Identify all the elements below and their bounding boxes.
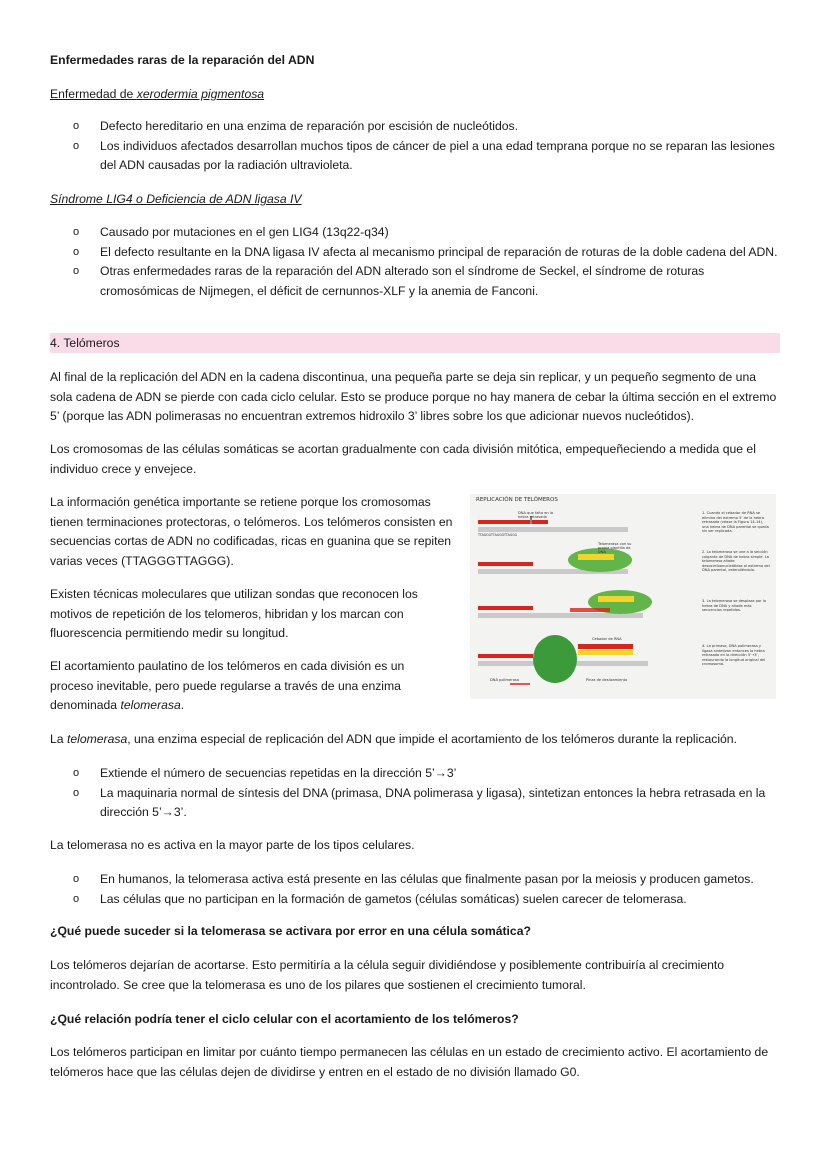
paragraph: Los telómeros participan en limitar por cuánto tiempo permanecen las células en un estado de crecimiento activo. El acortamiento de telómeros hace que las células dejen de dividirse y entren en el estado de no división llamado G0.: [50, 1045, 769, 1079]
telomere-replication-figure: [470, 494, 776, 699]
figure-note: 2. La telomerasa se une a la sección colgante de DNA de hebra simple. La telomerasa añade desoxirribonucleótidos al extremo del DNA parental, extendiéndolo.: [702, 550, 770, 573]
question-heading: ¿Qué relación podría tener el ciclo celular con el acortamiento de los telómeros?: [50, 1012, 519, 1026]
figure-label: Cebador de RNA: [592, 637, 622, 641]
paragraph: [50, 730, 780, 750]
para6-text: , una enzima especial de replicación del ADN que impide el acortamiento de los telómeros durante la replicación.: [127, 732, 737, 746]
list-item: o Otras enfermedades raras de la reparación del ADN alterado son el síndrome de Seckel, el síndrome de roturas cromosómicas de Nijmegen, el déficit de cernunnos-XLF y la anemia de Fanconi.: [50, 262, 780, 301]
list-item: o El defecto resultante en la DNA ligasa IV afecta al mecanismo principal de reparación de roturas de la doble cadena del ADN.: [50, 243, 780, 263]
paragraph: La información genética importante se retiene porque los cromosomas tienen terminaciones protectoras, o telómeros. Los telómeros consisten en secuencias cortas de ADN no codificadas, ricas en guanina que se repiten varias veces (TTAGGGTTAGGG).: [50, 495, 453, 568]
list-item: o Extiende el número de secuencias repetidas en la dirección 5’→3’: [50, 764, 780, 784]
list-item: o Causado por mutaciones en el gen LIG4 (13q22-q34): [50, 223, 780, 243]
figure-note: 1. Cuando el cebador de RNA se elimina del extremo 5’ de la hebra retrasada (véase la Figura 14-14), una hebra de DNA parental se queda sin ser replicada.: [702, 511, 769, 534]
section-heading-telomeros: [50, 333, 780, 353]
para6-prefix: La: [50, 732, 67, 746]
xp-title-italic: xerodermia pigmentosa: [136, 87, 265, 101]
para5-text: El acortamiento paulatino de los telómeros en cada división es un proceso inevitable, pero puede regularse a través de una enzima denominada: [50, 659, 405, 712]
panel-3: [478, 590, 652, 618]
figure-label: DNA que falta en la hebra retrasada: [518, 511, 554, 519]
xp-title-prefix: Enfermedad de: [50, 87, 137, 101]
list-item: o En humanos, la telomerasa activa está presente en las células que finalmente pasan por la meiosis y producen gametos.: [50, 870, 780, 890]
paragraph: Los cromosomas de las células somáticas se acortan gradualmente con cada división mitótica, empequeñeciendo a medida que el individuo crece y envejece.: [50, 442, 756, 476]
figure-title: REPLICACIÓN DE TELÓMEROS: [476, 497, 558, 503]
figure-sequence: TTAGGGTTAGGGTTAGGG: [478, 533, 518, 537]
list-item: o Los individuos afectados desarrollan muchos tipos de cáncer de piel a una edad temprana porque no se reparan las lesiones del ADN causadas por la radiación ultravioleta.: [50, 137, 780, 176]
question-heading: ¿Qué puede suceder si la telomerasa se activara por error en una célula somática?: [50, 924, 531, 938]
list-item: o Las células que no participan en la formación de gametos (células somáticas) suelen carecer de telomerasa.: [50, 890, 780, 910]
paragraph: Los telómeros dejarían de acortarse. Esto permitiría a la célula seguir dividiéndose y posiblemente contribuiría al crecimiento incontrolado. Se cree que la telomerasa es uno de los pilares que sostienen el crecimiento tumoral.: [50, 958, 725, 992]
telomerase-list: [50, 764, 780, 823]
list-item: o La maquinaria normal de síntesis del DNA (primasa, DNA polimerasa y ligasa), sintetizan entonces la hebra retrasada en la dirección 5’→3’.: [50, 784, 780, 823]
section-title: 4. Telómeros: [50, 336, 120, 350]
lig4-list: [50, 223, 780, 301]
paragraph: Al final de la replicación del ADN en la cadena discontinua, una pequeña parte se deja sin replicar, y un pequeño segmento de una sola cadena de ADN se pierde con cada ciclo celular. Esto se produce porque no hay manera de cebar la última sección en el extremo 5’ (porque las ADN polimerasas no encuentran extremos hidroxilo 3’ libres sobre los que adicionar nuevos nucleótidos).: [50, 370, 777, 423]
panel-4: [478, 635, 648, 684]
lig4-subheading: Síndrome LIG4 o Deficiencia de ADN ligasa IV: [50, 192, 302, 206]
figure-label: Telomerasa con su propia plantilla de DNA: [598, 542, 632, 554]
para6-italic: telomerasa: [66, 732, 128, 746]
figure-label: DNA polimerasa: [490, 678, 519, 682]
xp-list: [50, 117, 780, 176]
page-heading: Enfermedades raras de la reparación del ADN: [50, 53, 315, 67]
figure-note: 3. La telomerasa se desplaza por la hebra de DNA y añade más secuencias repetidas.: [702, 599, 766, 613]
list-item: o Defecto hereditario en una enzima de reparación por escisión de nucleótidos.: [50, 117, 780, 137]
paragraph: La telomerasa no es activa en la mayor parte de los tipos celulares.: [50, 838, 415, 852]
figure-note: 4. La primasa, DNA polimerasa y ligasa sintetizan entonces la hebra retrasada en la dirección 5’→3’, restaurando la longitud original del cromosoma.: [702, 644, 766, 667]
paragraph: Existen técnicas moleculares que utilizan sondas que reconocen los motivos de repetición de los telomeros, hibridan y los marcan con fluorescencia permitiendo medir su longitud.: [50, 587, 418, 640]
figure-label: Pinza de deslizamiento: [586, 678, 628, 682]
para5-italic: telomerasa: [120, 698, 181, 712]
xp-subheading: [50, 85, 780, 105]
paragraph: [50, 657, 430, 716]
para5-suffix: .: [180, 698, 185, 712]
telomerase-list-2: [50, 870, 780, 909]
